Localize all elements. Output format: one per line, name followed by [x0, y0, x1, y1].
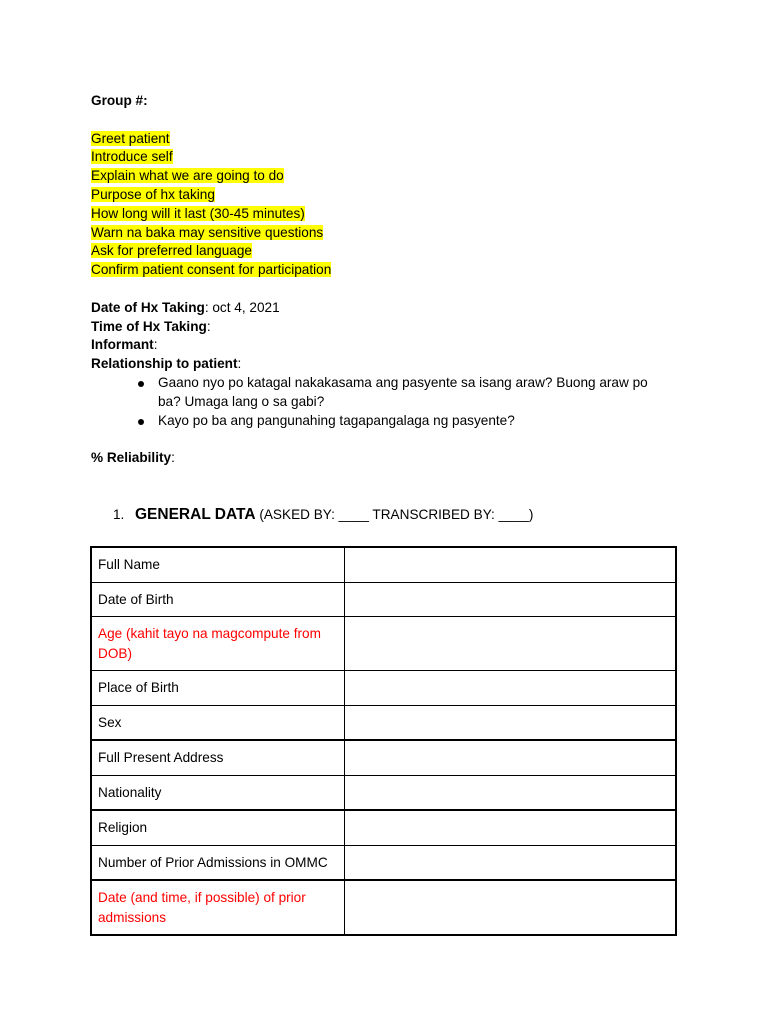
row-label: Date of Birth	[91, 582, 345, 617]
relationship-field: Relationship to patient:	[91, 356, 242, 372]
intro-step: Ask for preferred language	[91, 243, 252, 259]
document-body	[91, 92, 681, 468]
row-value[interactable]	[345, 705, 677, 740]
row-label: Date (and time, if possible) of prior admissions	[91, 880, 345, 935]
informant-field: Informant:	[91, 337, 158, 353]
row-label: Nationality	[91, 775, 345, 810]
row-label: Full Present Address	[91, 740, 345, 775]
group-label: Group #:	[91, 93, 148, 108]
intro-step: Introduce self	[91, 149, 173, 165]
intro-step: Explain what we are going to do	[91, 168, 284, 184]
table-row	[91, 582, 676, 617]
row-label: Religion	[91, 810, 345, 845]
table-row	[91, 671, 676, 706]
spacer	[91, 111, 681, 130]
spacer	[91, 430, 681, 449]
list-item: Kayo po ba ang pangunahing tagapangalaga ng pasyente?	[91, 412, 658, 431]
general-data-table	[90, 546, 677, 936]
row-value[interactable]	[345, 547, 677, 582]
spacer	[91, 280, 681, 299]
relationship-questions	[91, 374, 681, 430]
row-value[interactable]	[345, 810, 677, 845]
row-label: Place of Birth	[91, 671, 345, 706]
row-label: Sex	[91, 705, 345, 740]
row-value[interactable]	[345, 740, 677, 775]
bullet-icon	[138, 419, 144, 425]
table-row	[91, 880, 676, 935]
row-value[interactable]	[345, 775, 677, 810]
table-row	[91, 740, 676, 775]
row-label: Full Name	[91, 547, 345, 582]
table-row	[91, 617, 676, 671]
list-item: Gaano nyo po katagal nakakasama ang pasyente sa isang araw? Buong araw po ba? Umaga lang o sa gabi?	[91, 374, 658, 412]
general-data-heading: 1. GENERAL DATA (ASKED BY: ____ TRANSCRIBED BY: ____)	[113, 506, 534, 523]
row-value[interactable]	[345, 671, 677, 706]
intro-steps-list	[91, 130, 681, 280]
section-subtitle: (ASKED BY: ____ TRANSCRIBED BY: ____)	[255, 507, 534, 522]
reliability-field: % Reliability:	[91, 450, 175, 466]
section-title: GENERAL DATA	[135, 506, 256, 523]
row-value[interactable]	[345, 582, 677, 617]
row-value[interactable]	[345, 880, 677, 935]
intro-step: Purpose of hx taking	[91, 186, 215, 202]
intro-step: Confirm patient consent for participation	[91, 262, 332, 278]
table-row	[91, 775, 676, 810]
intro-step: Greet patient	[91, 130, 170, 146]
row-label: Number of Prior Admissions in OMMC	[91, 845, 345, 880]
date-of-hx-field: Date of Hx Taking: oct 4, 2021	[91, 299, 280, 315]
row-value[interactable]	[345, 617, 677, 671]
row-value[interactable]	[345, 845, 677, 880]
intro-step: How long will it last (30-45 minutes)	[91, 205, 305, 221]
row-label: Age (kahit tayo na magcompute from DOB)	[91, 617, 345, 671]
intro-step: Warn na baka may sensitive questions	[91, 224, 324, 240]
bullet-icon	[138, 381, 144, 387]
table-row	[91, 705, 676, 740]
table-row	[91, 845, 676, 880]
table-row	[91, 547, 676, 582]
time-of-hx-field: Time of Hx Taking:	[91, 318, 211, 334]
table-row	[91, 810, 676, 845]
